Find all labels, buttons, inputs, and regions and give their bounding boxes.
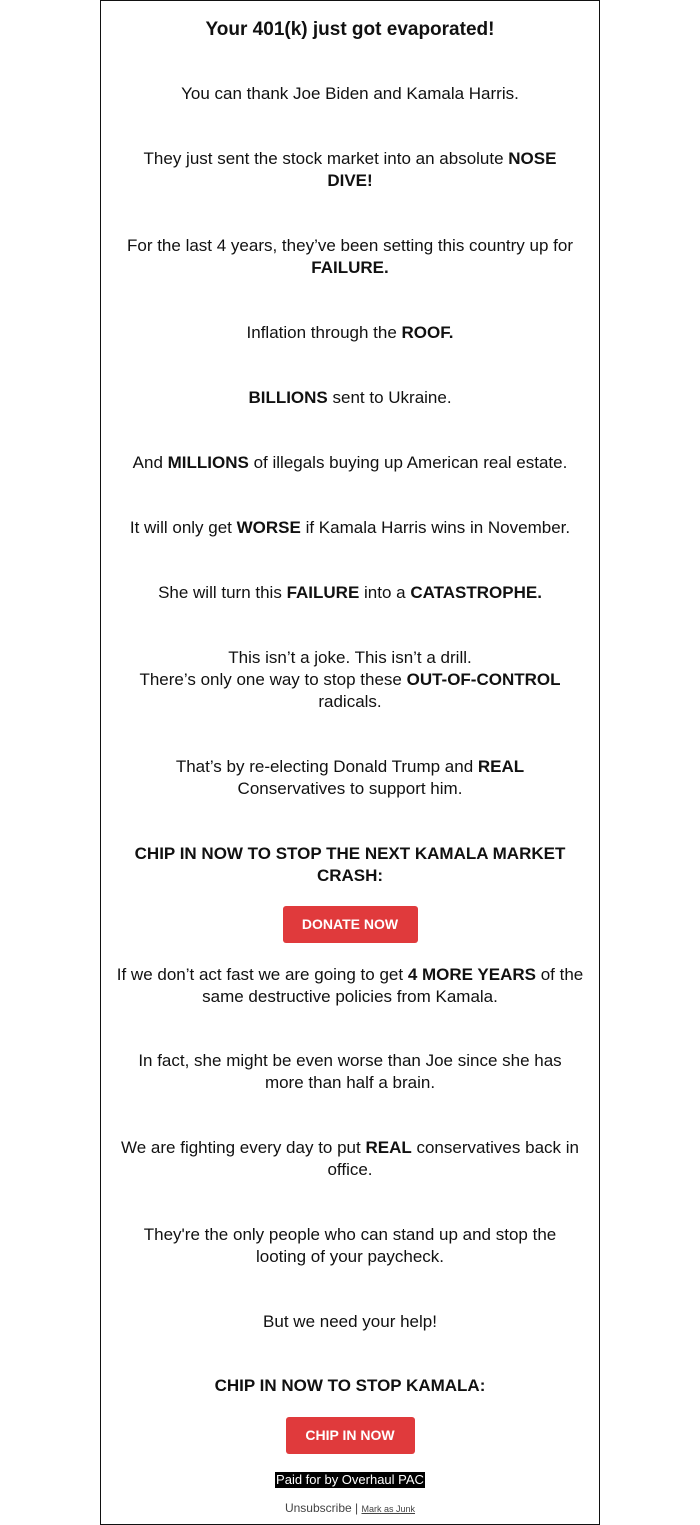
paragraph-failure: For the last 4 years, they’ve been setting this country up for FAILURE. (126, 236, 573, 277)
paragraph-four-more-years: If we don’t act fast we are going to get 4 MORE YEARS of the same destructive policies from Kamala. (116, 965, 584, 1006)
paid-for-wrapper (113, 1471, 587, 1489)
email-frame (100, 0, 600, 1525)
paragraph-ukraine: BILLIONS sent to Ukraine. (248, 388, 452, 407)
unsubscribe-link[interactable]: Unsubscribe (284, 1501, 352, 1515)
paragraph-need-help: But we need your help! (263, 1312, 437, 1331)
paragraph-inflation: Inflation through the ROOF. (246, 323, 454, 342)
mark-as-junk-link[interactable]: Mark as Junk (361, 1504, 416, 1514)
paragraph-fighting: We are fighting every day to put REAL conservatives back in office. (121, 1138, 579, 1179)
paid-for-disclaimer: Paid for by Overhaul PAC (276, 1472, 424, 1487)
paragraph-reelect: That’s by re-electing Donald Trump and REAL Conservatives to support him. (175, 757, 525, 798)
chip-in-now-button[interactable]: CHIP IN NOW (286, 1417, 415, 1454)
paragraph-illegals: And MILLIONS of illegals buying up American real estate. (132, 453, 568, 472)
footer-links (113, 1500, 587, 1517)
paragraph-worse: It will only get WORSE if Kamala Harris wins in November. (129, 518, 571, 537)
email-headline: Your 401(k) just got evaporated! (205, 19, 495, 40)
paragraph-nose-dive: They just sent the stock market into an absolute NOSE DIVE! (143, 149, 557, 190)
donate-now-button[interactable]: DONATE NOW (283, 906, 418, 943)
paragraph-half-brain: In fact, she might be even worse than Joe since she has more than half a brain. (138, 1051, 562, 1092)
paragraph-catastrophe: She will turn this FAILURE into a CATASTROPHE. (158, 583, 542, 602)
donate-button-wrapper (113, 906, 587, 943)
cta-heading-stop-kamala: CHIP IN NOW TO STOP KAMALA: (214, 1376, 486, 1395)
chip-in-button-wrapper (113, 1417, 587, 1454)
paragraph-thank: You can thank Joe Biden and Kamala Harris. (181, 84, 519, 103)
cta-heading-market-crash: CHIP IN NOW TO STOP THE NEXT KAMALA MARKET CRASH: (134, 844, 566, 885)
paragraph-stand-up: They're the only people who can stand up and stop the looting of your paycheck. (143, 1225, 557, 1266)
email-body (101, 19, 599, 1517)
footer-separator: | (355, 1501, 359, 1515)
paragraph-not-a-joke: This isn’t a joke. This isn’t a drill. There’s only one way to stop these OUT-OF-CONTROL radicals. (139, 648, 561, 711)
